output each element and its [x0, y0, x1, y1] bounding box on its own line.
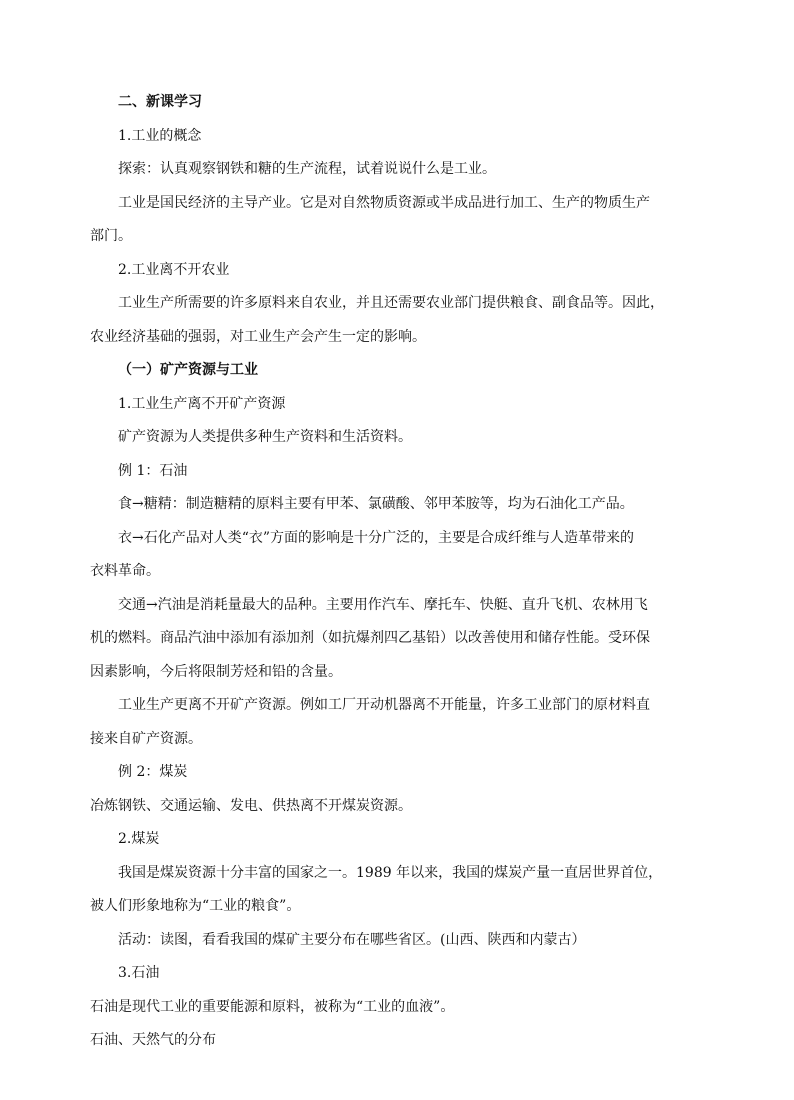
example-1-label: 例 1：石油 [118, 462, 188, 479]
clothing-line-2: 衣料革命。 [90, 563, 160, 579]
subheading-industry-agriculture: 2.工业离不开农业 [118, 261, 230, 278]
industry-definition-line-1: 工业是国民经济的主导产业。它是对自然物质资源或半成品进行加工、生产的物质生产 [118, 194, 650, 211]
industry-minerals-line-2: 接来自矿产资源。 [90, 730, 202, 747]
traffic-line-3: 因素影响，今后将限制芳烃和铅的含量。 [90, 663, 342, 680]
industry-definition-line-2: 部门。 [90, 228, 132, 244]
oil-paragraph: 石油是现代工业的重要能源和原料，被称为“工业的血液”。 [90, 998, 455, 1015]
agriculture-paragraph-line-2: 农业经济基础的强弱，对工业生产会产生一定的影响。 [90, 328, 426, 345]
activity-line: 活动：读图，看看我国的煤矿主要分布在哪些省区。(山西、陕西和内蒙古） [118, 931, 586, 948]
agriculture-paragraph-line-1: 工业生产所需要的许多原料来自农业，并且还需要农业部门提供粮食、副食品等。因此， [118, 295, 664, 311]
traffic-line-1: 交通→汽油是消耗量最大的品种。主要用作汽车、摩托车、快艇、直升飞机、农林用飞 [118, 596, 648, 613]
coal-paragraph-line-1: 我国是煤炭资源十分丰富的国家之一。1989 年以来，我国的煤炭产量一直居世界首位， [118, 864, 663, 881]
subheading-oil: 3.石油 [118, 965, 160, 981]
subheading-coal: 2.煤炭 [118, 831, 160, 847]
section-heading-new-lesson: 二、新课学习 [118, 94, 202, 110]
subheading-industry-concept: 1.工业的概念 [118, 127, 202, 144]
minerals-intro: 矿产资源为人类提供多种生产资料和生活资料。 [118, 429, 412, 445]
clothing-line-1: 衣→石化产品对人类“衣”方面的影响是十分广泛的，主要是合成纤维与人造革带来的 [118, 529, 635, 546]
traffic-line-2: 机的燃料。商品汽油中添加有添加剂（如抗爆剂四乙基铅）以改善使用和储存性能。受环保 [90, 630, 650, 646]
oil-gas-distribution: 石油、天然气的分布 [90, 1032, 216, 1048]
subheading-minerals-industry: 1.工业生产离不开矿产资源 [118, 395, 286, 412]
food-saccharin-line: 食→糖精：制造糖精的原料主要有甲苯、氯磺酸、邻甲苯胺等，均为石油化工产品。 [118, 496, 634, 512]
section-heading-minerals: （一）矿产资源与工业 [118, 362, 258, 378]
explore-prompt: 探索：认真观察钢铁和糖的生产流程，试着说说什么是工业。 [118, 161, 496, 177]
document-body [90, 86, 702, 1058]
coal-uses-line: 冶炼钢铁、交通运输、发电、供热离不开煤炭资源。 [90, 797, 412, 814]
example-2-label: 例 2：煤炭 [118, 764, 188, 780]
industry-minerals-line-1: 工业生产更离不开矿产资源。例如工厂开动机器离不开能量，许多工业部门的原材料直 [118, 697, 650, 713]
coal-paragraph-line-2: 被人们形象地称为“工业的粮食”。 [90, 898, 301, 914]
